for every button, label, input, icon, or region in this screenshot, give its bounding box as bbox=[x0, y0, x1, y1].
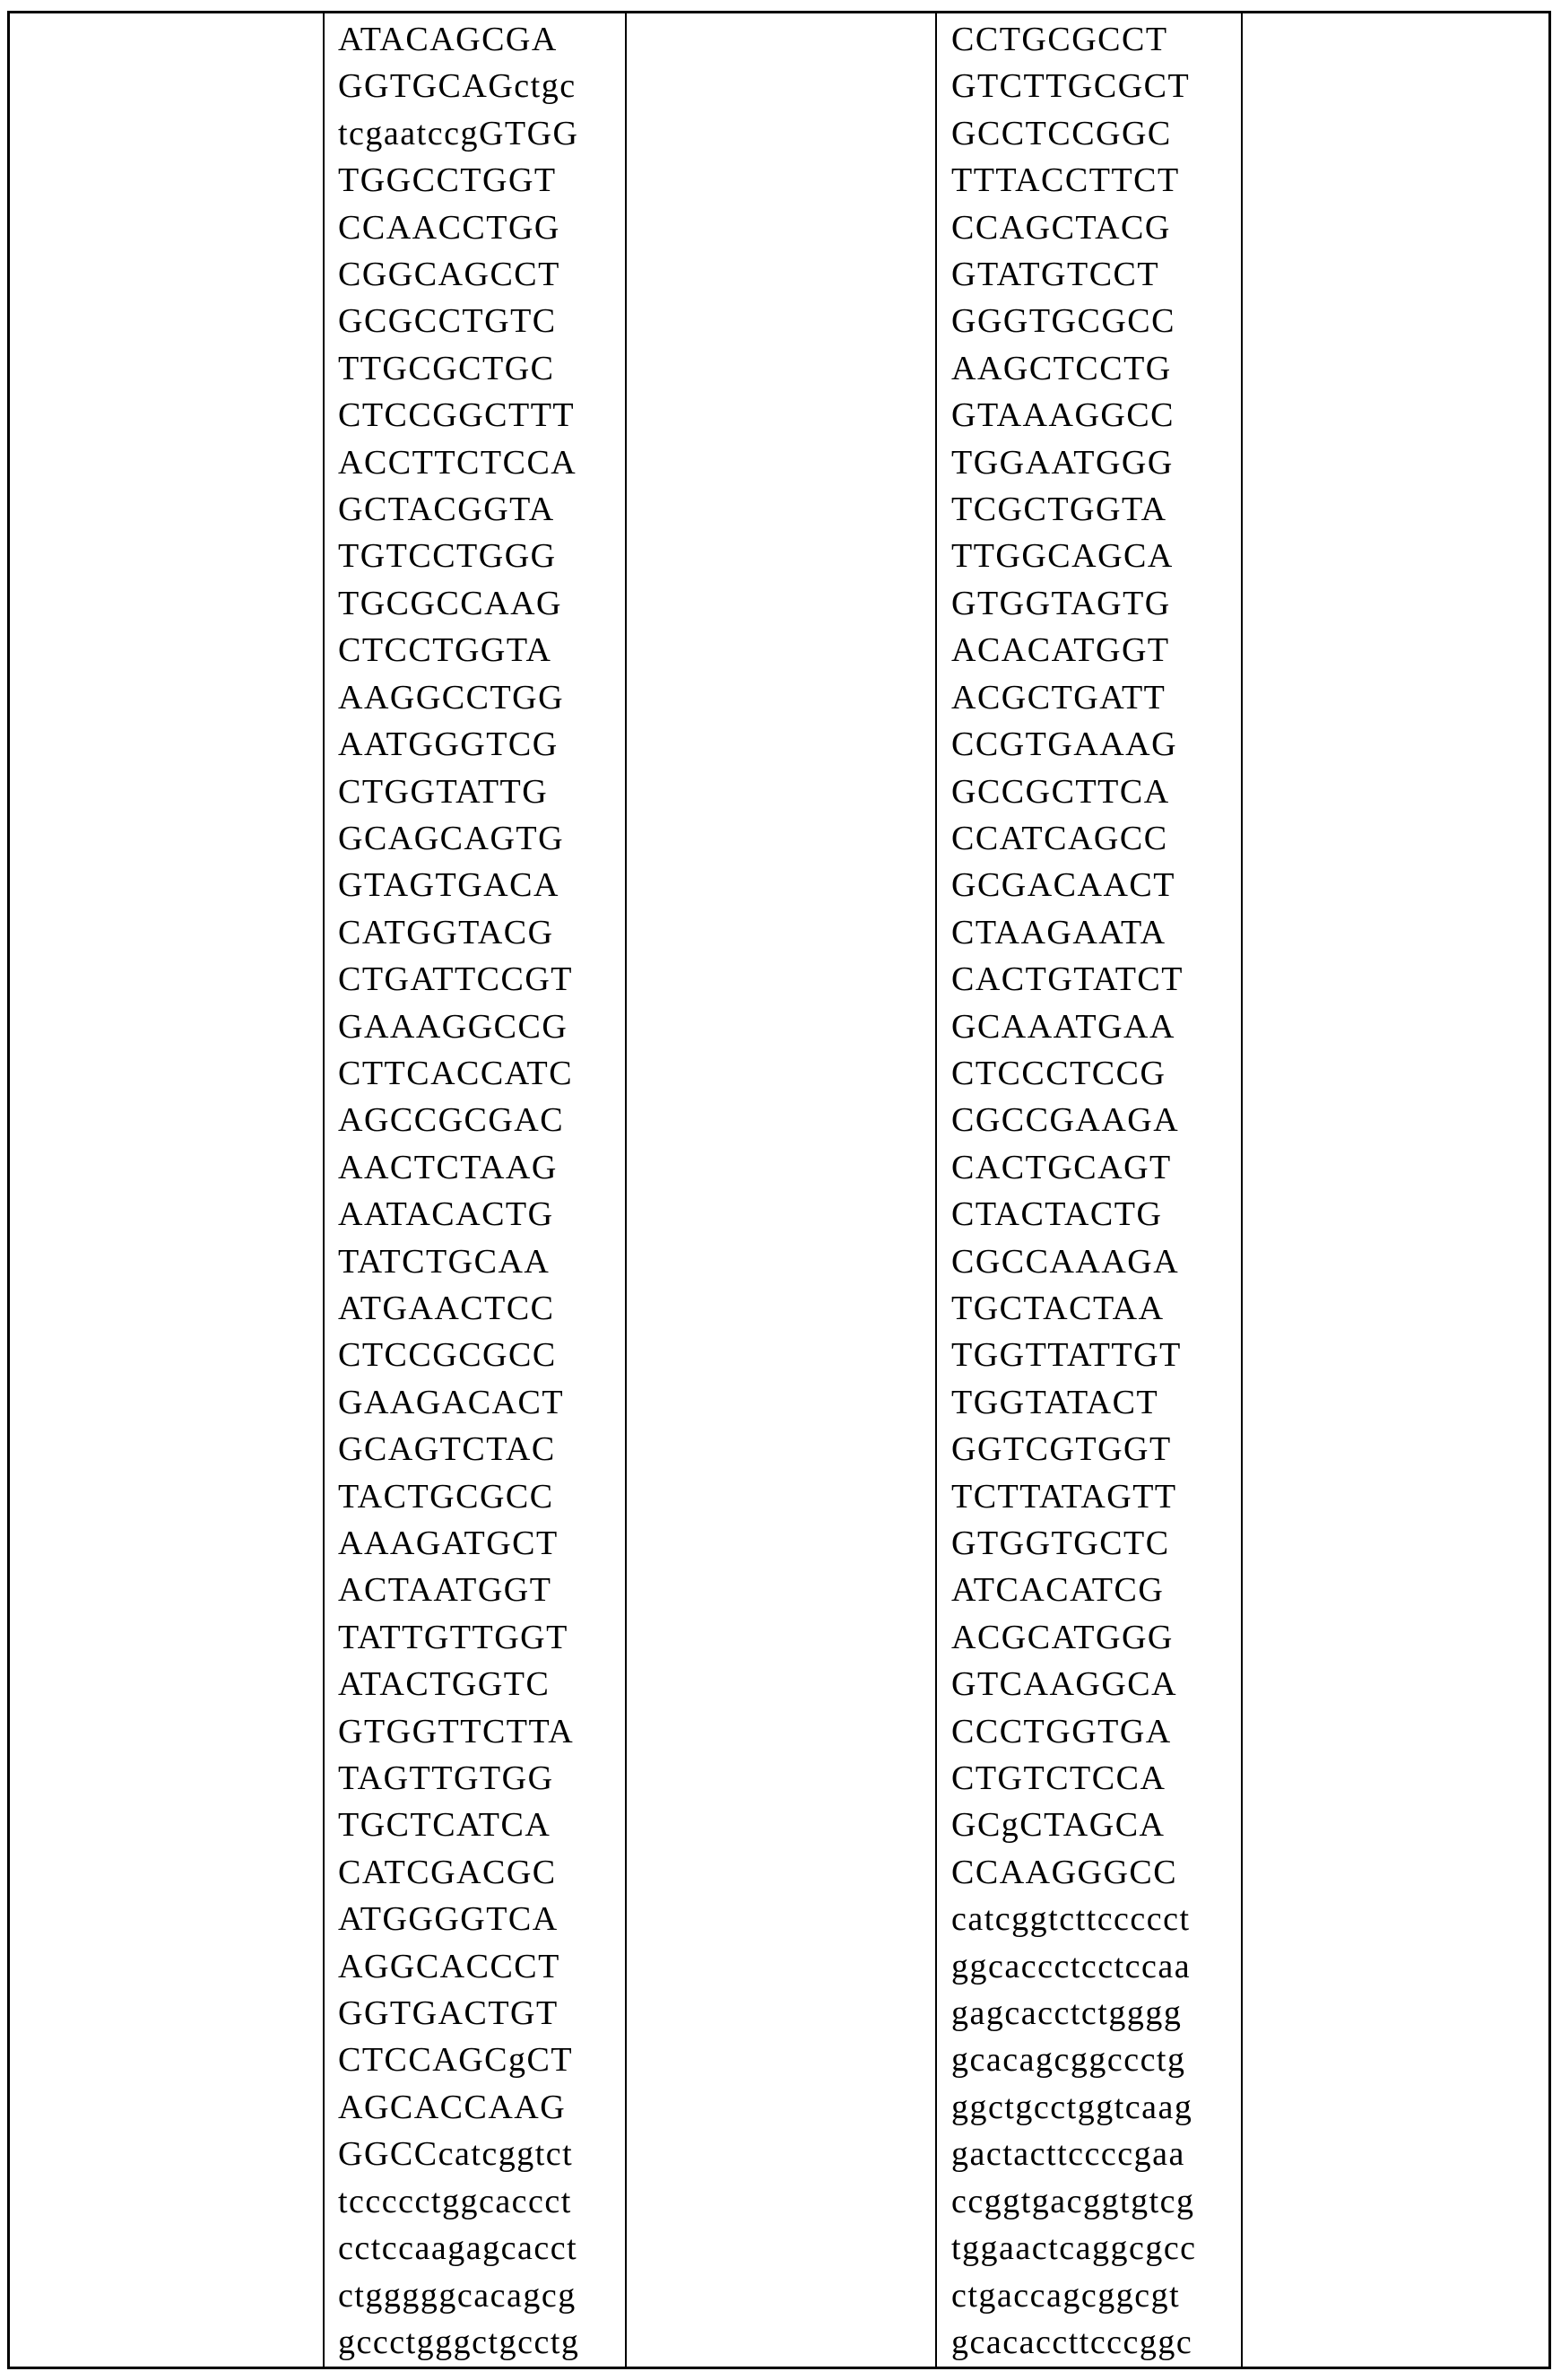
sequence-line: CTACTACTG bbox=[951, 1191, 1197, 1238]
sequence-line: ATACAGCGA bbox=[338, 16, 579, 63]
sequence-line: ACTAATGGT bbox=[338, 1567, 579, 1613]
sequence-line: GTATGTCCT bbox=[951, 251, 1197, 298]
sequence-line: GTCTTGCGCT bbox=[951, 63, 1197, 109]
sequence-line: CCCTGGTGA bbox=[951, 1708, 1197, 1755]
sequence-line: GAAAGGCCG bbox=[338, 1003, 579, 1050]
sequence-line: CTTCACCATC bbox=[338, 1050, 579, 1097]
sequence-line: CCTGCGCCT bbox=[951, 16, 1197, 63]
sequence-line: ctgggggcacagcg bbox=[338, 2272, 579, 2319]
sequence-line: ctgaccagcggcgt bbox=[951, 2272, 1197, 2319]
sequence-line: catcggtcttccccct bbox=[951, 1896, 1197, 1942]
sequence-line: AAGGCCTGG bbox=[338, 674, 579, 721]
sequence-line: gccctgggctgcctg bbox=[338, 2319, 579, 2366]
sequence-line: GGGTGCGCC bbox=[951, 298, 1197, 344]
sequence-line: CTGTCTCCA bbox=[951, 1755, 1197, 1802]
sequence-line: CCAGCTACG bbox=[951, 204, 1197, 251]
sequence-line: TACTGCGCC bbox=[338, 1473, 579, 1520]
sequence-line: TTGGCAGCA bbox=[951, 533, 1197, 579]
sequence-line: GCCTCCGGC bbox=[951, 110, 1197, 157]
sequence-line: GGTGACTGT bbox=[338, 1990, 579, 2037]
sequence-line: AAAGATGCT bbox=[338, 1520, 579, 1567]
sequence-line: CGCCGAAGA bbox=[951, 1097, 1197, 1143]
sequence-line: ATACTGGTC bbox=[338, 1661, 579, 1707]
column-divider bbox=[935, 13, 937, 2367]
sequence-line: TGGCCTGGT bbox=[338, 157, 579, 204]
sequence-line: GTAAAGGCC bbox=[951, 392, 1197, 439]
sequence-line: CTCCGCGCC bbox=[338, 1332, 579, 1378]
sequence-line: CTCCTGGTA bbox=[338, 627, 579, 673]
sequence-line: GAAGACACT bbox=[338, 1379, 579, 1426]
sequence-line: GGCCcatcggtct bbox=[338, 2131, 579, 2177]
sequence-line: CACTGCAGT bbox=[951, 1144, 1197, 1191]
sequence-line: GTCAAGGCA bbox=[951, 1661, 1197, 1707]
sequence-line: CTGGTATTG bbox=[338, 769, 579, 815]
sequence-line: ACCTTCTCCA bbox=[338, 439, 579, 486]
sequence-line: gcacagcggccctg bbox=[951, 2037, 1197, 2083]
sequence-line: TGTCCTGGG bbox=[338, 533, 579, 579]
sequence-line: ACGCTGATT bbox=[951, 674, 1197, 721]
sequence-line: GCGCCTGTC bbox=[338, 298, 579, 344]
sequence-line: CTGATTCCGT bbox=[338, 956, 579, 1003]
sequence-line: TTTACCTTCT bbox=[951, 157, 1197, 204]
sequence-line: CTCCAGCgCT bbox=[338, 2037, 579, 2083]
sequence-line: TGGAATGGG bbox=[951, 439, 1197, 486]
sequence-line: tcgaatccgGTGG bbox=[338, 110, 579, 157]
sequence-line: tccccctggcaccct bbox=[338, 2178, 579, 2225]
sequence-line: TTGCGCTGC bbox=[338, 345, 579, 392]
sequence-line: TCTTATAGTT bbox=[951, 1473, 1197, 1520]
sequence-line: ggctgcctggtcaag bbox=[951, 2084, 1197, 2131]
sequence-line: ACGCATGGG bbox=[951, 1614, 1197, 1661]
sequence-line: cctccaagagcacct bbox=[338, 2225, 579, 2271]
sequence-line: ACACATGGT bbox=[951, 627, 1197, 673]
sequence-line: CATGGTACG bbox=[338, 909, 579, 956]
sequence-line: gcacaccttcccggc bbox=[951, 2319, 1197, 2366]
sequence-table bbox=[7, 11, 1551, 2369]
sequence-line: GGTCGTGGT bbox=[951, 1426, 1197, 1472]
sequence-line: CCAACCTGG bbox=[338, 204, 579, 251]
sequence-line: TGCTACTAA bbox=[951, 1285, 1197, 1332]
sequence-line: AGCACCAAG bbox=[338, 2084, 579, 2131]
sequence-line: GCTACGGTA bbox=[338, 486, 579, 533]
sequence-line: CCGTGAAAG bbox=[951, 721, 1197, 768]
sequence-line: AGCCGCGAC bbox=[338, 1097, 579, 1143]
column-divider bbox=[625, 13, 627, 2367]
sequence-line: GTAGTGACA bbox=[338, 862, 579, 908]
sequence-line: TGCTCATCA bbox=[338, 1802, 579, 1848]
sequence-line: ATGGGGTCA bbox=[338, 1896, 579, 1942]
sequence-line: AAGCTCCTG bbox=[951, 345, 1197, 392]
sequence-line: CACTGTATCT bbox=[951, 956, 1197, 1003]
sequence-line: gagcacctctgggg bbox=[951, 1990, 1197, 2037]
sequence-line: ggcaccctcctccaa bbox=[951, 1943, 1197, 1990]
sequence-column-2 bbox=[338, 16, 579, 2366]
sequence-line: AATACACTG bbox=[338, 1191, 579, 1238]
sequence-line: TGGTATACT bbox=[951, 1379, 1197, 1426]
sequence-line: TATTGTTGGT bbox=[338, 1614, 579, 1661]
sequence-line: CATCGACGC bbox=[338, 1849, 579, 1896]
sequence-line: AATGGGTCG bbox=[338, 721, 579, 768]
sequence-line: GCAAATGAA bbox=[951, 1003, 1197, 1050]
sequence-line: GTGGTGCTC bbox=[951, 1520, 1197, 1567]
column-divider bbox=[1241, 13, 1243, 2367]
sequence-line: CGCCAAAGA bbox=[951, 1238, 1197, 1285]
sequence-line: ccggtgacggtgtcg bbox=[951, 2178, 1197, 2225]
sequence-line: GCCGCTTCA bbox=[951, 769, 1197, 815]
sequence-line: CGGCAGCCT bbox=[338, 251, 579, 298]
sequence-line: tggaactcaggcgcc bbox=[951, 2225, 1197, 2271]
sequence-line: CTCCGGCTTT bbox=[338, 392, 579, 439]
sequence-line: gactacttccccgaa bbox=[951, 2131, 1197, 2177]
sequence-line: TGGTTATTGT bbox=[951, 1332, 1197, 1378]
sequence-line: GCAGTCTAC bbox=[338, 1426, 579, 1472]
sequence-line: GTGGTTCTTA bbox=[338, 1708, 579, 1755]
sequence-line: TAGTTGTGG bbox=[338, 1755, 579, 1802]
sequence-line: GCgCTAGCA bbox=[951, 1802, 1197, 1848]
sequence-line: GTGGTAGTG bbox=[951, 580, 1197, 627]
sequence-line: CCAAGGGCC bbox=[951, 1849, 1197, 1896]
sequence-line: TATCTGCAA bbox=[338, 1238, 579, 1285]
sequence-line: GCAGCAGTG bbox=[338, 815, 579, 862]
sequence-line: CTCCCTCCG bbox=[951, 1050, 1197, 1097]
sequence-line: GGTGCAGctgc bbox=[338, 63, 579, 109]
sequence-line: AACTCTAAG bbox=[338, 1144, 579, 1191]
sequence-line: AGGCACCCT bbox=[338, 1943, 579, 1990]
sequence-line: ATGAACTCC bbox=[338, 1285, 579, 1332]
sequence-line: CCATCAGCC bbox=[951, 815, 1197, 862]
sequence-column-4 bbox=[951, 16, 1197, 2366]
sequence-line: GCGACAACT bbox=[951, 862, 1197, 908]
sequence-line: TCGCTGGTA bbox=[951, 486, 1197, 533]
column-divider bbox=[323, 13, 325, 2367]
sequence-line: TGCGCCAAG bbox=[338, 580, 579, 627]
sequence-line: ATCACATCG bbox=[951, 1567, 1197, 1613]
sequence-line: CTAAGAATA bbox=[951, 909, 1197, 956]
